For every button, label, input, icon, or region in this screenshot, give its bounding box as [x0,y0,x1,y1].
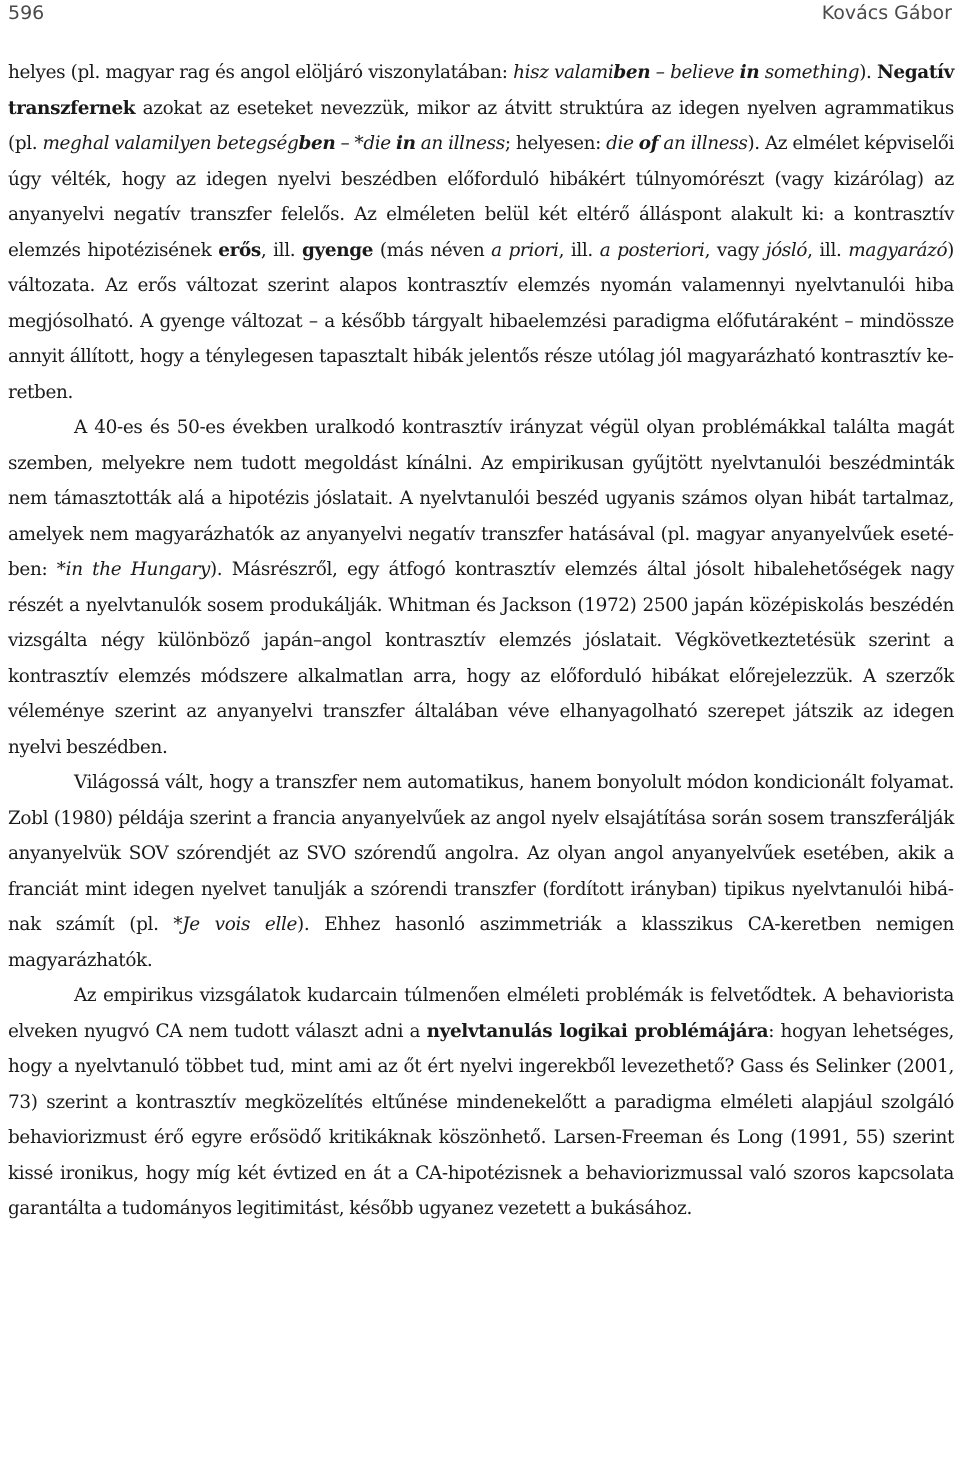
page-number: 596 [8,2,45,24]
paragraph [8,410,954,765]
text-run: , ill. [807,239,849,261]
text-run: , ill. [260,239,302,261]
running-header [8,0,952,30]
text-run: an illness [658,133,748,154]
text-run: in [395,133,416,154]
text-run: hisz valami [513,62,614,83]
text-run: gyenge [302,239,374,261]
text-run: a posteriori [599,239,705,261]
text-run: believe [670,62,740,83]
text-run: Az empirikus vizsgálatok kudarcain túlmenően elméleti problémák is felvetődtek. A behaviorista elveken nyugvó CA nem tudott választ adni a [8,985,954,1042]
text-run: nyelvtanulás logikai problémájára [426,1020,769,1042]
text-run: jósló [765,239,808,261]
text-run: ; helyesen: [504,133,607,154]
text-run: in the Hungary [65,559,210,580]
text-run: something [764,62,860,83]
text-run: ) változata. Az erős változat szerint alapos kontrasztív elemzés nyomán valamennyi nyelvtanulói hiba megjósolható. A gyenge változat – a később tárgyalt hibaelemzési paradigma előfutáraként – mindössze annyit állított, hogy a ténylegesen tapasztalt hibák jelentős része utólag jól magyarázható kontrasztív keretben. [8,239,954,403]
text-run: meghal valamilyen betegség [42,133,299,154]
running-head-author: Kovács Gábor [821,2,952,24]
text-run: die [363,133,396,154]
paragraph [8,765,954,978]
text-run: A 40-es és 50-es években uralkodó kontrasztív irányzat végül olyan problémákkal találta magát szemben, melyekre nem tudott megoldást kínálni. Az empirikusan gyűjtött nyelvtanulói beszédminták nem támasztották alá a hipotézis jóslatait. A nyelvtanulói beszéd ugyanis számos olyan hibát tartalmaz, amelyek nem magyarázhatók az anyanyelvi negatív transzfer hatásával (pl. magyar anyanyelvűek esetében: * [8,417,954,580]
text-run: of [638,133,659,154]
text-run: in [739,62,760,83]
text-run: magyarázó [848,239,948,261]
text-run: ). Ehhez hasonló aszimmetriák a klasszikus CA-keretben nemigen magyarázhatók. [8,914,954,971]
text-run: erős [218,239,261,261]
text-run: (más néven [373,239,492,261]
body-text [8,55,954,1227]
text-run: – * [335,133,364,154]
text-run: helyes (pl. magyar rag és angol elöljáró viszonylatában: [8,62,514,83]
text-run: die [606,133,639,154]
paragraph [8,55,954,410]
text-run: : hogyan lehetséges, hogy a nyelvtanuló többet tud, mint ami az őt ért nyelvi ingerekből levezethető? Gass és Selinker (2001, 73) szerint a kontrasztív megközelítés eltűnése mindenekelőtt a paradigma elméleti alapjául szolgáló behaviorizmust érő egyre erősödő kritikáknak köszönhető. Larsen-Freeman és Long (1991, 55) szerint kissé ironikus, hogy míg két évtized en át a CA-hipotézisnek a behaviorizmussal való szoros kapcsolata garantálta a tudományos legitimitást, később ugyanez vezetett a bukásához. [8,1020,955,1219]
text-run: , ill. [558,239,600,261]
text-run: ben [613,62,651,83]
text-run: Világossá vált, hogy a transzfer nem automatikus, hanem bonyolult módon kondicionált folyamat. Zobl (1980) példája szerint a francia anyanyelvűek az angol nyelv elsajátítása során sosem transzferálják anyanyelvük SOV szórendjét az SVO szórendű angolra. Az olyan angol anyanyelvűek esetében, akik a franciát mint idegen nyelvet tanulják a szórendi transzfer (fordított irányban) tipikus nyelvtanulói hibának számít (pl. * [8,772,954,935]
text-run: , vagy [704,239,766,261]
text-run: ). Az elmélet képviselői úgy vélték, hogy az idegen nyelvi beszédben előforduló hibákért túlnyomórészt (vagy kizárólag) az anyanyelvi negatív transzfer felelős. Az elméleten belül két eltérő álláspont alakult ki: a kontrasztív elemzés hipotézisének [8,133,955,261]
text-run: ben [298,133,336,154]
text-run: – [650,62,671,83]
text-run: azokat az eseteket nevezzük, mikor az átvitt struktúra az idegen nyelven agrammatikus (pl. [8,97,954,154]
text-run: Negatív transzfernek [8,62,954,119]
text-run: a priori [491,239,559,261]
text-run: Je vois elle [182,914,298,935]
text-run: ). [859,62,877,83]
text-run: ). Másrészről, egy átfogó kontrasztív elemzés által jósolt hibalehetőségek nagy részét a nyelvtanulók sosem produkálják. Whitman és Jackson (1972) 2500 japán középiskolás beszédén vizsgálta négy különböző japán–angol kontrasztív elemzés jóslatait. Végkövetkeztetésük szerint a kontrasztív elemzés módszere alkalmatlan arra, hogy az előforduló hibákat előrejelezzük. A szerzők véleménye szerint az anyanyelvi transzfer általában véve elhanyagolható szerepet játszik az idegen nyelvi beszédben. [8,559,954,758]
text-run: an illness [415,133,505,154]
paragraph [8,978,954,1227]
